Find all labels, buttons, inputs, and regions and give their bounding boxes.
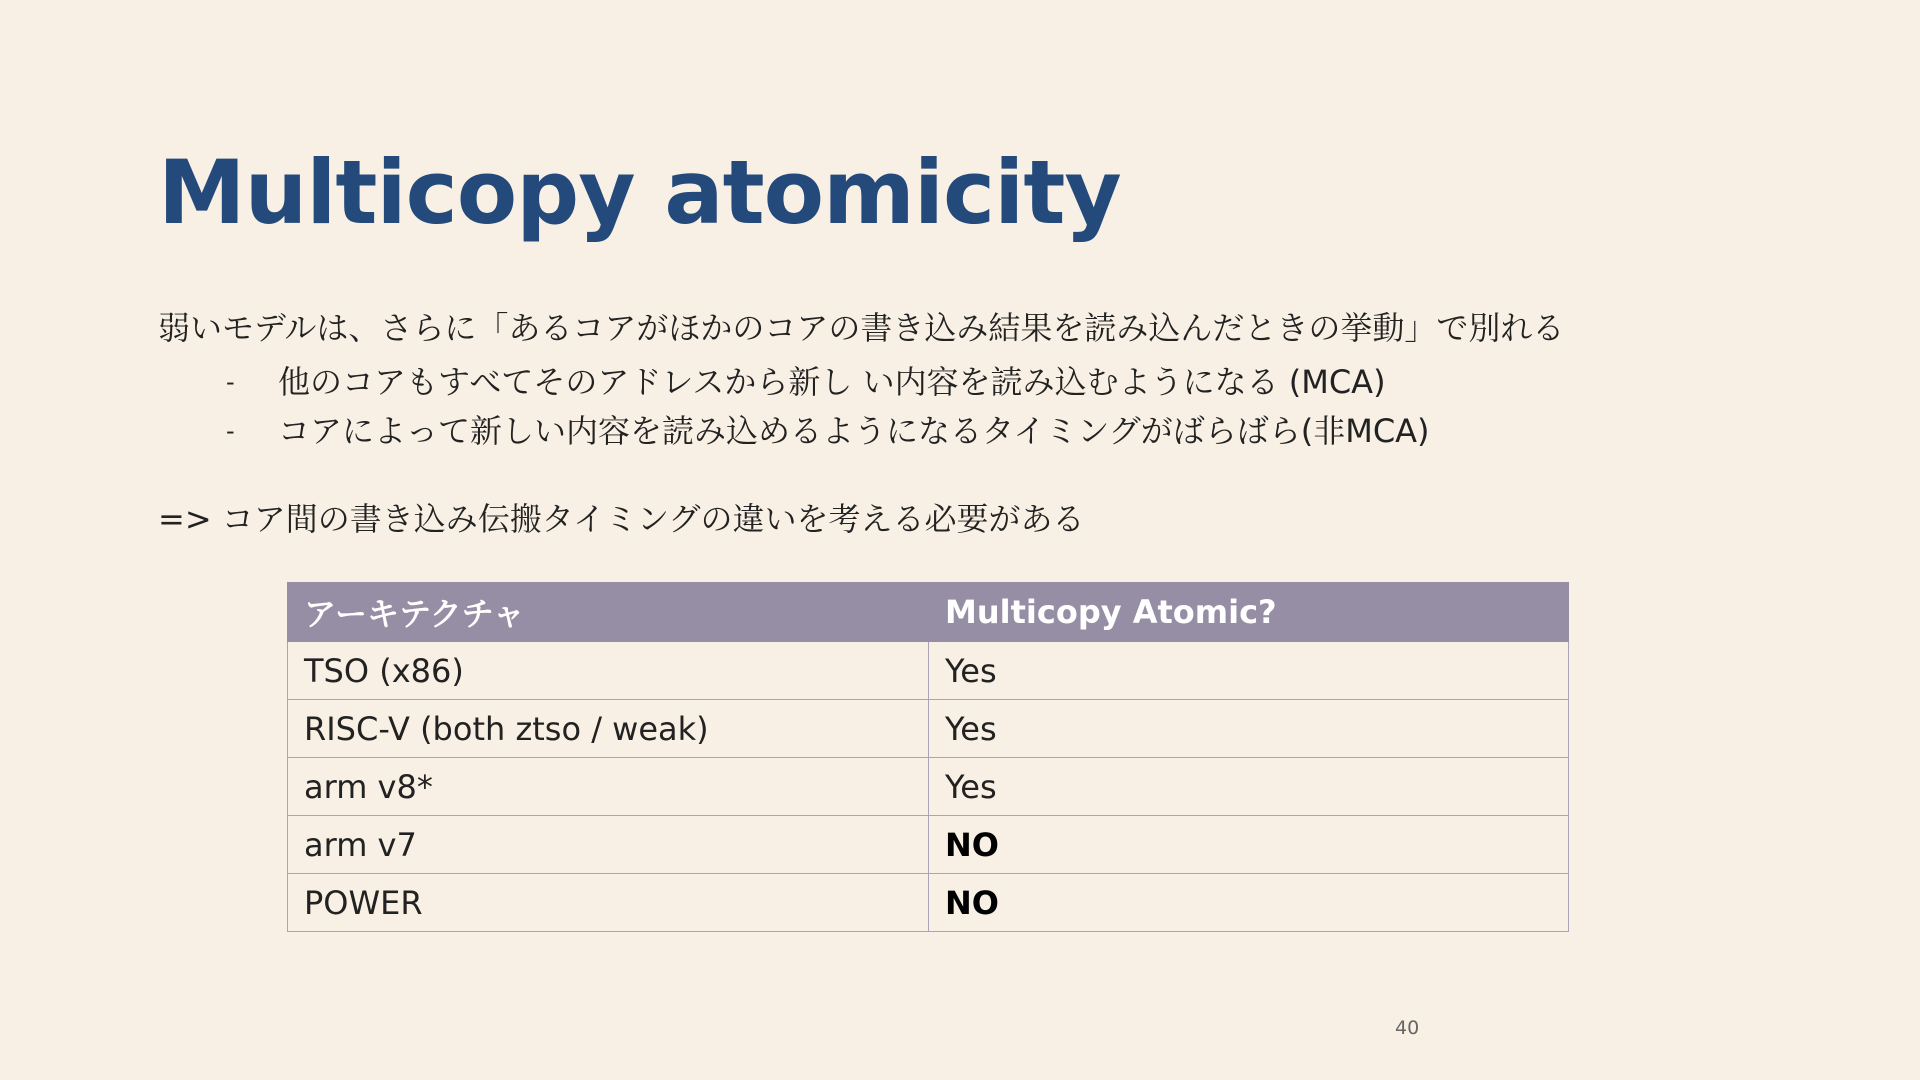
table-row (288, 816, 1569, 874)
cell-mca: Yes (929, 700, 1569, 758)
header-multicopy-atomic: Multicopy Atomic? (929, 583, 1569, 642)
cell-architecture: POWER (288, 874, 929, 932)
cell-architecture: RISC-V (both ztso / weak) (288, 700, 929, 758)
table-row (288, 700, 1569, 758)
bullet-list (226, 358, 1430, 456)
table-row (288, 758, 1569, 816)
cell-mca: NO (929, 874, 1569, 932)
bullet-item-non-mca (226, 407, 1430, 456)
table-row (288, 642, 1569, 700)
table-row (288, 874, 1569, 932)
bullet-text: 他のコアもすべてそのアドレスから新し い内容を読み込むようになる (MCA) (278, 363, 1386, 401)
slide-title: Multicopy atomicity (158, 141, 1121, 244)
cell-mca: NO (929, 816, 1569, 874)
bullet-dash: - (226, 368, 235, 396)
cell-architecture: arm v7 (288, 816, 929, 874)
cell-architecture: TSO (x86) (288, 642, 929, 700)
cell-mca: Yes (929, 642, 1569, 700)
header-architecture: アーキテクチャ (288, 583, 929, 642)
conclusion-text: => コア間の書き込み伝搬タイミングの違いを考える必要がある (158, 500, 1085, 538)
cell-architecture: arm v8* (288, 758, 929, 816)
bullet-dash: - (226, 417, 235, 445)
table-header-row (288, 583, 1569, 642)
lead-text: 弱いモデルは、さらに「あるコアがほかのコアの書き込み結果を読み込んだときの挙動」で別れる (158, 309, 1565, 347)
bullet-text: コアによって新しい内容を読み込めるようになるタイミングがばらばら(非MCA) (278, 412, 1430, 450)
bullet-item-mca (226, 358, 1430, 407)
page-number: 40 (1395, 1017, 1420, 1039)
cell-mca: Yes (929, 758, 1569, 816)
mca-table (287, 582, 1569, 932)
